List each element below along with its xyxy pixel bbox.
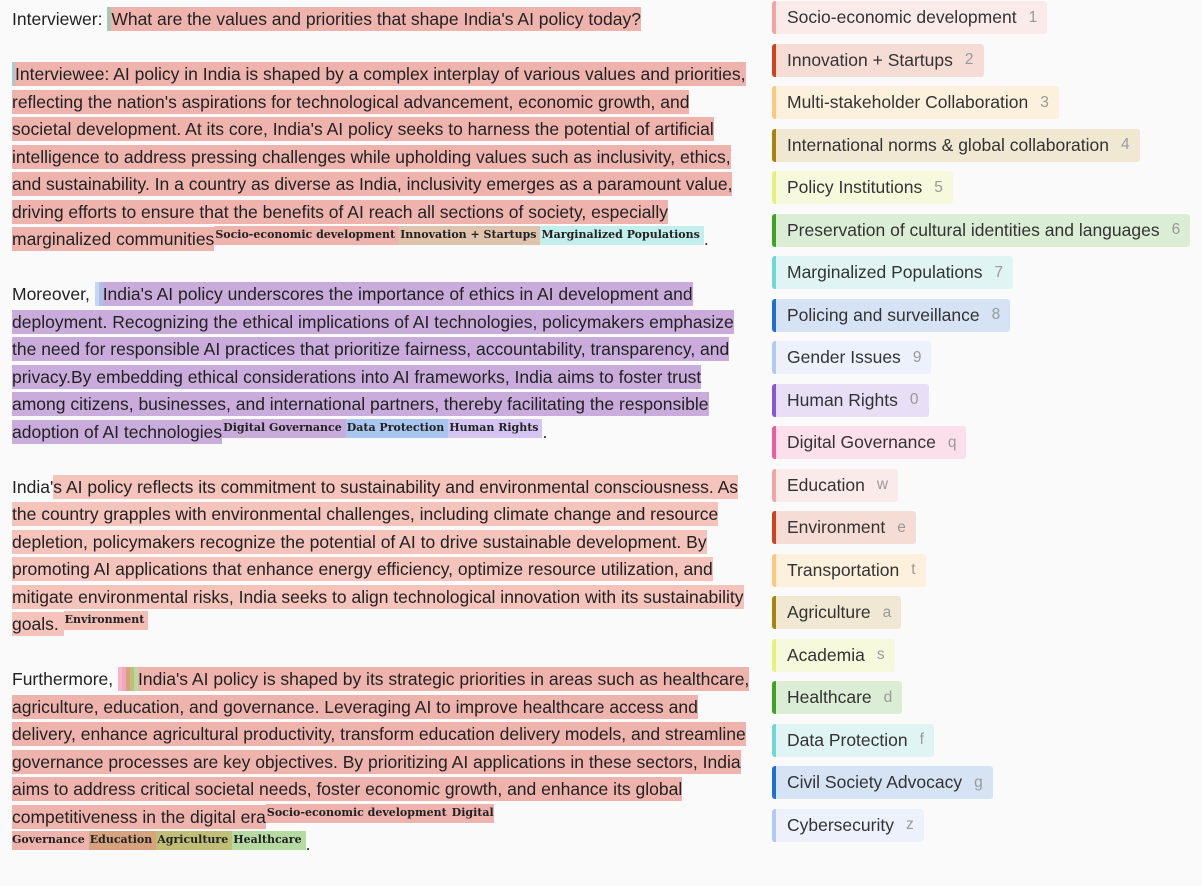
span-tag[interactable]: Data Protection [346, 419, 448, 438]
label-button[interactable] [772, 469, 898, 502]
label-name: Agriculture [787, 602, 871, 622]
label-name: Human Rights [787, 389, 898, 410]
label-name: Innovation + Startups [787, 49, 953, 70]
label-button[interactable] [772, 511, 916, 544]
paragraph-priorities [12, 666, 750, 859]
label-name: Environment [787, 517, 886, 537]
span-tag[interactable]: Human Rights [448, 419, 542, 438]
label-shortcut-key: a [882, 603, 892, 621]
label-shortcut-key: f [919, 731, 924, 748]
label-shortcut-key: w [876, 476, 889, 493]
label-shortcut-key: 2 [964, 51, 974, 68]
label-button[interactable] [772, 596, 901, 629]
label-button[interactable] [772, 44, 984, 77]
label-shortcut-key: s [876, 646, 885, 663]
label-name: Marginalized Populations [787, 262, 983, 282]
annotated-document [12, 6, 750, 886]
label-button[interactable] [772, 299, 1010, 332]
label-button[interactable] [772, 86, 1059, 119]
label-name: Civil Society Advocacy [787, 772, 963, 792]
label-shortcut-key: 9 [912, 348, 922, 366]
period: . [542, 421, 548, 442]
label-button[interactable] [772, 681, 902, 714]
label-shortcut-key: 8 [991, 306, 1001, 323]
span-tag[interactable]: Agriculture [156, 831, 232, 850]
span-tag[interactable]: Innovation + Startups [399, 226, 540, 245]
span-tag[interactable]: Healthcare [232, 831, 305, 850]
highlighted-span[interactable]: India's AI policy underscores the importance of ethics in AI development and deployment. Recognizing the ethical implications of AI technologies, policymakers emphasize the need for responsible AI practices that prioritize fairness, accountability, transparency, and privacy.By embedding ethical considerations into AI frameworks, India aims to foster trust among citizens, businesses, and international partners, thereby facilitating the responsible adoption of AI technologies [12, 284, 734, 442]
label-name: Cybersecurity [787, 814, 894, 835]
label-shortcut-key: e [897, 518, 906, 536]
label-name: Gender Issues [787, 347, 901, 367]
span-tag[interactable]: Environment [64, 611, 149, 630]
label-name: Healthcare [787, 687, 872, 707]
label-shortcut-key: 5 [934, 178, 943, 196]
label-button[interactable] [772, 426, 966, 459]
label-shortcut-key: 0 [909, 391, 919, 408]
label-button[interactable] [772, 766, 993, 799]
span-tag[interactable]: Socio-economic development [266, 804, 451, 823]
label-button[interactable] [772, 214, 1190, 247]
label-name: Digital Governance [787, 432, 936, 452]
label-shortcut-key: t [911, 561, 916, 578]
label-name: Transportation [787, 559, 900, 580]
label-shortcut-key: 7 [994, 263, 1004, 281]
label-name: Policing and surveillance [787, 304, 980, 325]
highlighted-span[interactable]: s AI policy reflects its commitment to sustainability and environmental consciousness. As the country grapples with environmental challenges, including climate change and resource depletion, policymakers recognize the potential of AI to drive sustainable development. By promoting AI applications that enhance energy efficiency, optimize resource utilization, and mitigate environmental risks, India seeks to align technological innovation with its sustainability goals. [12, 476, 744, 634]
label-shortcut-key: q [947, 433, 957, 451]
paragraph-ethics [12, 281, 750, 446]
label-name: International norms & global collaboration [787, 134, 1109, 155]
plain-text: India' [12, 476, 54, 497]
label-button[interactable] [772, 724, 934, 757]
label-shortcut-key: d [883, 688, 893, 706]
label-button[interactable] [772, 384, 929, 417]
paragraph-interviewee [12, 61, 750, 254]
paragraph-sustainability [12, 474, 750, 639]
highlighted-span[interactable]: India's AI policy is shaped by its strategic priorities in areas such as healthcare, agriculture, education, and governance. Leveraging AI to improve healthcare access and delivery, enhance agricultural productivity, transform education delivery models, and streamline governance processes are key objectives. By prioritizing AI applications in these sectors, India aims to address critical societal needs, foster economic growth, and enhance its global competitiveness in the digital era [12, 669, 750, 827]
label-shortcut-key: z [905, 816, 914, 833]
label-button[interactable] [772, 1, 1047, 34]
label-button[interactable] [772, 341, 931, 374]
label-button[interactable] [772, 129, 1140, 162]
label-button[interactable] [772, 256, 1013, 289]
span-tag[interactable]: Digital Governance [222, 419, 346, 438]
span-tag[interactable]: Socio-economic development [214, 226, 399, 245]
label-name: Socio-economic development [787, 7, 1017, 27]
span-tag[interactable]: Education [89, 831, 157, 850]
period: . [305, 834, 311, 854]
speaker-label: Interviewer: [12, 9, 108, 29]
label-button[interactable] [772, 639, 895, 672]
label-name: Data Protection [787, 729, 908, 750]
paragraph-interviewer [12, 6, 750, 34]
label-name: Education [787, 474, 865, 495]
label-name: Academia [787, 644, 865, 665]
label-button[interactable] [772, 554, 926, 587]
label-shortcut-key: 4 [1121, 136, 1130, 153]
span-tag[interactable]: Marginalized Populations [540, 226, 703, 245]
label-shortcut-key: 3 [1040, 93, 1049, 111]
label-name: Preservation of cultural identities and languages [787, 219, 1160, 240]
span-tag[interactable]: Digital Governance [12, 804, 494, 851]
highlighted-span[interactable]: What are the values and priorities that shape India's AI policy today? [111, 9, 641, 29]
label-name: Multi-stakeholder Collaboration [787, 92, 1029, 112]
plain-text: Furthermore, [12, 669, 118, 689]
label-shortcut-key: g [974, 773, 983, 791]
label-name: Policy Institutions [787, 177, 923, 197]
period: . [703, 229, 709, 249]
plain-text: Moreover, [12, 284, 95, 304]
label-button[interactable] [772, 809, 924, 842]
label-button[interactable] [772, 171, 953, 204]
label-shortcut-key: 6 [1171, 221, 1181, 238]
label-shortcut-key: 1 [1028, 8, 1038, 26]
highlighted-span[interactable]: Interviewee: AI policy in India is shaped by a complex interplay of various values and priorities, reflecting the nation's aspirations for technological advancement, economic growth, and societal development. At its core, India's AI policy seeks to harness the potential of artificial intelligence to address pressing challenges while upholding values such as inclusivity, ethics, and sustainability. In a country as diverse as India, inclusivity emerges as a paramount value, driving efforts to ensure that the benefits of AI reach all sections of society, especially marginalized communities [12, 64, 746, 249]
